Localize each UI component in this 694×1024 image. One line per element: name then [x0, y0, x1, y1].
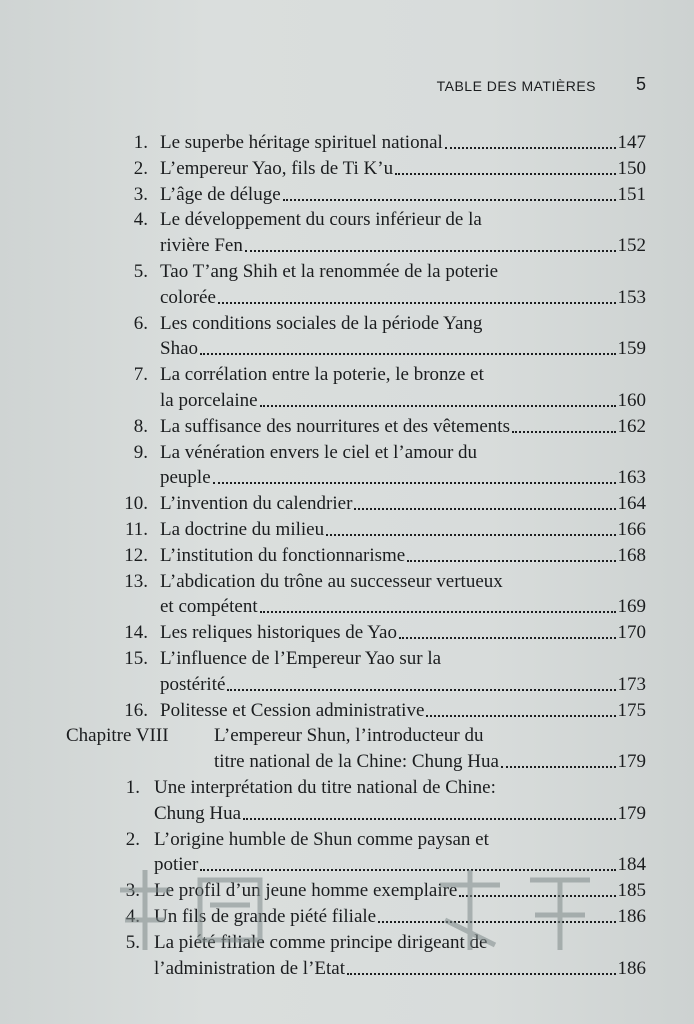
entry-page-number: 185 — [617, 880, 646, 902]
entry-title: Le superbe héritage spirituel national — [160, 132, 443, 153]
entry-title: L’invention du calendrier — [160, 493, 353, 515]
entry-number: 1. — [133, 132, 148, 153]
entry-number: 13. — [124, 570, 148, 592]
chapter-entry-line — [154, 775, 646, 801]
entry-title: et compétent — [160, 596, 258, 618]
entry-title: l’administration de l’Etat — [154, 957, 346, 979]
page-number: 5 — [635, 74, 646, 94]
entry-page-number: 160 — [617, 390, 646, 411]
toc-entry-line — [160, 285, 646, 311]
entry-number: 3. — [125, 880, 140, 902]
dot-leader — [260, 611, 616, 613]
entry-title: potier — [154, 854, 199, 876]
entry-title: L’institution du fonctionnarisme — [160, 544, 406, 566]
entry-title: La suffisance des nourritures et des vêtements — [160, 415, 510, 437]
toc-entry-line — [160, 491, 646, 517]
dot-leader — [200, 869, 615, 871]
toc-entry-line — [160, 517, 646, 543]
entry-title: La vénération envers le ciel et l’amour du — [160, 441, 478, 463]
entry-title: Un fils de grande piété filiale — [154, 906, 377, 927]
running-title: TABLE DES MATIÈRES — [436, 78, 596, 94]
dot-leader — [260, 405, 616, 407]
toc-entry-line — [160, 672, 646, 698]
entry-page-number: 179 — [617, 751, 646, 773]
toc-entry-line — [160, 182, 646, 208]
dot-leader — [512, 431, 616, 433]
dot-leader — [501, 766, 616, 768]
entry-number: 4. — [125, 906, 140, 927]
entry-title: La corrélation entre la poterie, le bronze et — [160, 364, 484, 386]
entry-number: 14. — [124, 622, 148, 644]
entry-number: 4. — [133, 209, 148, 231]
entry-title: Shao — [160, 338, 198, 360]
chapter-label: Chapitre VIII — [66, 725, 169, 747]
entry-page-number: 153 — [617, 286, 646, 308]
entry-number: 5. — [125, 931, 140, 953]
chapter-entry-line — [154, 956, 646, 982]
entry-title: la porcelaine — [160, 390, 258, 411]
dot-leader — [218, 302, 616, 304]
entry-title: La piété filiale comme principe dirigeant de — [154, 931, 488, 953]
dot-leader — [283, 199, 616, 201]
entry-page-number: 162 — [617, 415, 646, 437]
entry-page-number: 163 — [617, 467, 646, 489]
entry-number: 8. — [133, 415, 148, 437]
chapter-entry-line — [154, 930, 646, 956]
entry-number: 2. — [133, 157, 148, 179]
dot-leader — [347, 973, 615, 975]
dot-leader — [326, 534, 615, 536]
toc-entry-line — [160, 646, 646, 672]
entry-title: L’âge de déluge — [160, 183, 281, 205]
entry-number: 10. — [124, 493, 148, 515]
entry-title: Politesse et Cession administrative — [160, 699, 425, 721]
entry-page-number: 186 — [617, 957, 646, 979]
dot-leader — [245, 250, 616, 252]
entry-number: 12. — [124, 544, 148, 566]
entry-number: 6. — [133, 312, 148, 334]
entry-page-number: 184 — [617, 854, 646, 876]
entry-number: 3. — [133, 183, 148, 205]
entry-title: L’empereur Shun, l’introducteur du — [214, 725, 484, 747]
entry-page-number: 164 — [617, 493, 646, 515]
entry-page-number: 147 — [617, 132, 646, 153]
entry-title: postérité — [160, 673, 226, 695]
entry-title: colorée — [160, 286, 216, 308]
entry-page-number: 175 — [617, 699, 646, 721]
chapter-entry-line — [154, 827, 646, 853]
toc-entry-line — [160, 594, 646, 620]
dot-leader — [227, 689, 615, 691]
dot-leader — [445, 147, 616, 149]
dot-leader — [459, 895, 615, 897]
toc-entry-line — [160, 130, 646, 156]
chapter-entry-line — [154, 904, 646, 930]
dot-leader — [213, 482, 616, 484]
entry-title: Une interprétation du titre national de Chine: — [154, 777, 496, 798]
entry-title: L’influence de l’Empereur Yao sur la — [160, 648, 442, 669]
entry-title: Le profil d’un jeune homme exemplaire — [154, 880, 458, 902]
chapter-title-line — [214, 749, 646, 775]
dot-leader — [354, 508, 615, 510]
entry-title: L’abdication du trône au successeur vertueux — [160, 570, 503, 592]
running-header — [0, 74, 694, 98]
entry-page-number: 151 — [617, 183, 646, 205]
chapter-title-line — [214, 723, 646, 749]
toc-entry-line — [160, 414, 646, 440]
entry-number: 11. — [124, 519, 148, 540]
entry-title: rivière Fen — [160, 235, 243, 257]
entry-page-number: 168 — [617, 544, 646, 566]
toc-entry-line — [160, 388, 646, 414]
entry-number: 16. — [124, 699, 148, 721]
entry-title: La doctrine du milieu — [160, 519, 325, 540]
entry-title: titre national de la Chine: Chung Hua — [214, 751, 499, 773]
toc-entry-line — [160, 311, 646, 337]
chapter-entry-line — [154, 852, 646, 878]
toc-entry-line — [160, 543, 646, 569]
entry-title: L’empereur Yao, fils de Ti K’u — [160, 157, 394, 179]
entry-page-number: 166 — [617, 519, 646, 540]
dot-leader — [378, 921, 615, 923]
entry-title: Les reliques historiques de Yao — [160, 622, 397, 644]
entry-title: peuple — [160, 467, 211, 489]
entry-page-number: 150 — [617, 157, 646, 179]
chapter-entry-line — [154, 878, 646, 904]
entry-number: 9. — [133, 441, 148, 463]
entry-number: 1. — [125, 777, 140, 798]
toc-entry-line — [160, 362, 646, 388]
entry-page-number: 186 — [617, 906, 646, 927]
entry-title: Les conditions sociales de la période Yang — [160, 312, 483, 334]
toc-entry-line — [160, 620, 646, 646]
entry-number: 2. — [125, 828, 140, 850]
toc-entry-line — [160, 259, 646, 285]
toc-entry-line — [160, 465, 646, 491]
dot-leader — [200, 353, 616, 355]
toc-entry-line — [160, 156, 646, 182]
toc-entry-line — [160, 233, 646, 259]
dot-leader — [426, 715, 615, 717]
entry-number: 15. — [124, 648, 148, 669]
toc-entry-line — [160, 336, 646, 362]
entry-number: 7. — [133, 364, 148, 386]
toc-entry-line — [160, 569, 646, 595]
entry-number: 5. — [133, 261, 148, 282]
toc-entry-line — [160, 207, 646, 233]
dot-leader — [407, 560, 615, 562]
chapter-entry-line — [154, 801, 646, 827]
entry-page-number: 152 — [617, 235, 646, 257]
dot-leader — [395, 173, 615, 175]
dot-leader — [243, 818, 615, 820]
entry-page-number: 173 — [617, 673, 646, 695]
toc-entry-line — [160, 440, 646, 466]
entry-page-number: 170 — [617, 622, 646, 644]
entry-title: Tao T’ang Shih et la renommée de la poterie — [160, 261, 499, 282]
entry-title: Chung Hua — [154, 802, 242, 824]
entry-page-number: 169 — [617, 596, 646, 618]
entry-page-number: 159 — [617, 338, 646, 360]
entry-page-number: 179 — [617, 802, 646, 824]
entry-title: Le développement du cours inférieur de la — [160, 209, 482, 231]
dot-leader — [399, 637, 616, 639]
toc-entry-line — [160, 698, 646, 724]
entry-title: L’origine humble de Shun comme paysan et — [154, 828, 489, 850]
